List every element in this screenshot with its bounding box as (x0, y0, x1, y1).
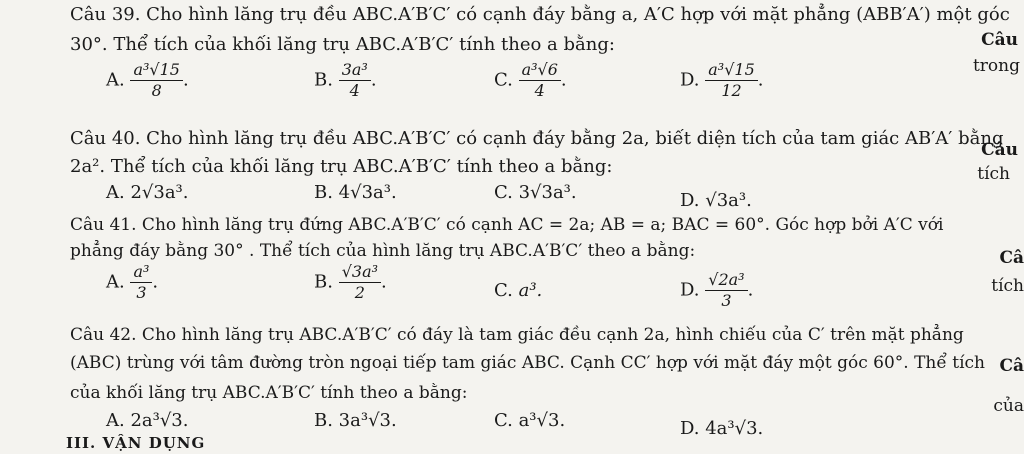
q40-option-a: A. 2√3a³. (106, 182, 189, 203)
adjacent-text: tích (977, 164, 1010, 184)
adjacent-text: tích (991, 276, 1024, 296)
adjacent-text: Câu (981, 30, 1018, 50)
adjacent-column (964, 0, 1024, 446)
q39-option-b: B. $\frac{\text{3a³}}{4}$ . (314, 60, 377, 100)
q41-line1: Câu 41. Cho hình lăng trụ đứng ABC.A′B′C′ có cạnh AC = 2a; AB = a; BAC = 60°. Góc hợp bởi A′C với (70, 215, 944, 235)
q41-option-b: B. $\frac{\text{√3a³}}{2}$ . (314, 262, 387, 302)
adjacent-text: Câ (999, 248, 1024, 268)
adjacent-text: của (993, 396, 1024, 416)
q40-option-d: D. √3a³. (680, 190, 752, 211)
q42-line2: (ABC) trùng với tâm đường tròn ngoại tiếp tam giác ABC. Cạnh CC′ hợp với mặt đáy một góc 60°. Thể tích (70, 353, 985, 373)
q40-option-b: B. 4√3a³. (314, 182, 397, 203)
q41-option-a: A. $\frac{\text{a³}}{3}$ . (106, 262, 159, 302)
adjacent-text: Câu (981, 140, 1018, 160)
option-label: A. (106, 69, 125, 91)
q41-line2: phẳng đáy bằng 30° . Thể tích của hình lăng trụ ABC.A′B′C′ theo a bằng: (70, 241, 696, 261)
q42-line3: của khối lăng trụ ABC.A′B′C′ tính theo a bằng: (70, 383, 468, 403)
q39-option-c: C. $\frac{\text{a³√6}}{4}$ . (494, 60, 567, 100)
q39-line2: 30°. Thể tích của khối lăng trụ ABC.A′B′C′ tính theo a bằng: (70, 34, 615, 55)
q42-option-b: B. 3a³√3. (314, 410, 397, 431)
adjacent-text: Câ (999, 356, 1024, 376)
q42-option-a: A. 2a³√3. (106, 410, 189, 431)
q40-option-c: C. 3√3a³. (494, 182, 577, 203)
adjacent-text: trong (972, 56, 1020, 76)
section-footer: III. VẬN DỤNG (66, 434, 206, 452)
q41-option-d: D. $\frac{\text{√2a³}}{3}$ . (680, 270, 754, 310)
q39-option-a: A. $\frac{\text{a³√15}}{8}$ . (106, 60, 189, 100)
q41-option-c: C. a³. (494, 280, 543, 301)
q39-line1: Câu 39. Cho hình lăng trụ đều ABC.A′B′C′ có cạnh đáy bằng a, A′C hợp với mặt phẳng (ABB′A′) một góc (70, 4, 1010, 25)
q40-line2: 2a². Thể tích của khối lăng trụ ABC.A′B′C′ tính theo a bằng: (70, 156, 613, 177)
q42-option-d: D. 4a³√3. (680, 418, 764, 439)
q40-line1: Câu 40. Cho hình lăng trụ đều ABC.A′B′C′ có cạnh đáy bằng 2a, biết diện tích của tam giác AB′A′ bằng (70, 128, 1004, 149)
q42-option-c: C. a³√3. (494, 410, 566, 431)
q39-option-d: D. $\frac{\text{a³√15}}{12}$ . (680, 60, 764, 100)
q42-line1: Câu 42. Cho hình lăng trụ ABC.A′B′C′ có đáy là tam giác đều cạnh 2a, hình chiếu của C′ trên mặt phẳng (70, 325, 964, 345)
